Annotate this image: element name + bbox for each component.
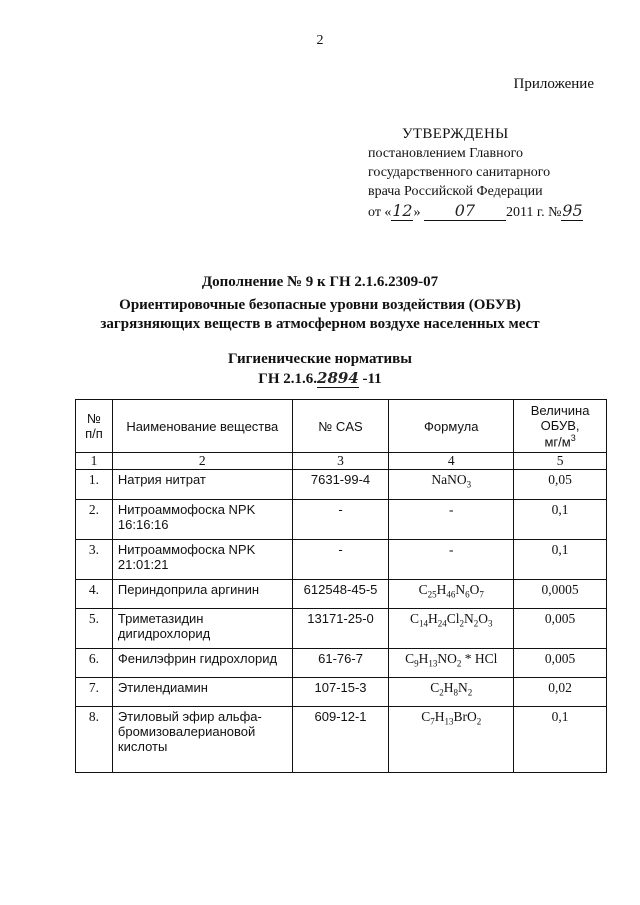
substances-table [75,399,607,773]
date-month-handwritten: 07 [424,201,506,221]
chemical-formula: $C_7H_{13}BrO_2$ [389,707,514,773]
substance-name: Этилендиамин [112,678,292,707]
substance-name: Фенилэфрин гидрохлорид [112,649,292,678]
row-number: 2. [76,500,113,540]
header-value-line-1: Величина ОБУВ, [530,402,590,433]
norms-code [0,369,640,389]
table-row [76,649,607,678]
cas-number: 7631-99-4 [292,470,389,500]
row-number: 3. [76,540,113,580]
obuv-value: 0,0005 [514,580,607,609]
date-mid: » [413,205,424,220]
approval-block [368,125,608,222]
approval-line-1: постановлением Главного [368,146,523,161]
header-num: № п/п [76,400,113,453]
table-row [76,580,607,609]
date-day-handwritten: 12 [392,201,413,220]
header-value [514,400,607,453]
norms-title: Гигиенические нормативы [228,351,412,367]
row-number: 5. [76,609,113,649]
cas-number: 13171-25-0 [292,609,389,649]
main-title-line-2: загрязняющих веществ в атмосферном воздухе населенных мест [100,316,540,332]
approval-line-3: врача Российской Федерации [368,184,543,199]
obuv-value: 0,005 [514,609,607,649]
row-number: 1. [76,470,113,500]
substance-name: Нитроаммофоска NPK 21:01:21 [112,540,292,580]
obuv-value: 0,1 [514,500,607,540]
table-header-row [76,400,607,453]
header-value-unit-sup: 3 [570,432,576,443]
chemical-formula: $C_{14}H_{24}Cl_2N_2O_3$ [389,609,514,649]
column-number-2: 2 [112,453,292,470]
chemical-formula: - [389,500,514,540]
page-number: 2 [316,33,324,48]
approval-line-2: государственного санитарного [368,165,551,180]
table-row [76,707,607,773]
addendum-title: Дополнение № 9 к ГН 2.1.6.2309-07 [201,274,439,290]
norms-code-handwritten: 2894 [317,369,359,387]
row-number: 8. [76,707,113,773]
row-number: 6. [76,649,113,678]
cas-number: - [292,500,389,540]
table-row [76,609,607,649]
chemical-formula: NaNO$_3$ [389,470,514,500]
table-row [76,678,607,707]
column-number-3: 3 [292,453,389,470]
cas-number: - [292,540,389,580]
approval-heading: УТВЕРЖДЕНЫ [402,126,509,142]
column-number-1: 1 [76,453,113,470]
header-name: Наименование вещества [112,400,292,453]
norms-code-suffix: -11 [358,371,382,387]
main-title-line-1: Ориентировочные безопасные уровни воздействия (ОБУВ) [119,297,521,313]
substance-name: Триметазидин дигидрохлорид [112,609,292,649]
header-value-unit: мг/м [544,434,571,450]
header-formula: Формула [389,400,514,453]
substance-name: Периндоприла аргинин [112,580,292,609]
cas-number: 61-76-7 [292,649,389,678]
substance-name: Натрия нитрат [112,470,292,500]
obuv-value: 0,005 [514,649,607,678]
table-row [76,470,607,500]
row-number: 7. [76,678,113,707]
chemical-formula: $C_{25}H_{46}N_6O_7$ [389,580,514,609]
row-number: 4. [76,580,113,609]
appendix-label: Приложение [513,76,594,92]
substance-name: Этиловый эфир альфа-бромизовалериановой кислоты [112,707,292,773]
obuv-value: 0,1 [514,707,607,773]
date-prefix: от « [368,205,392,220]
chemical-formula: $C_2H_8N_2$ [389,678,514,707]
cas-number: 107-15-3 [292,678,389,707]
column-number-5: 5 [514,453,607,470]
cas-number: 609-12-1 [292,707,389,773]
norms-code-prefix: ГН 2.1.6. [258,371,318,387]
column-number-4: 4 [389,453,514,470]
substance-name: Нитроаммофоска NPK 16:16:16 [112,500,292,540]
obuv-value: 0,05 [514,470,607,500]
table-row [76,540,607,580]
date-year: 2011 г. № [505,205,562,220]
chemical-formula: - [389,540,514,580]
obuv-value: 0,02 [514,678,607,707]
header-cas: № CAS [292,400,389,453]
approval-date [368,201,608,222]
cas-number: 612548-45-5 [292,580,389,609]
norms-title-block [0,350,640,389]
decree-number-handwritten: 95 [562,201,583,220]
main-title [0,296,640,334]
chemical-formula: $C_9H_{13}NO_2$ * HCl [389,649,514,678]
obuv-value: 0,1 [514,540,607,580]
table-row [76,500,607,540]
table-body [76,470,607,773]
column-numbers-row [76,453,607,470]
